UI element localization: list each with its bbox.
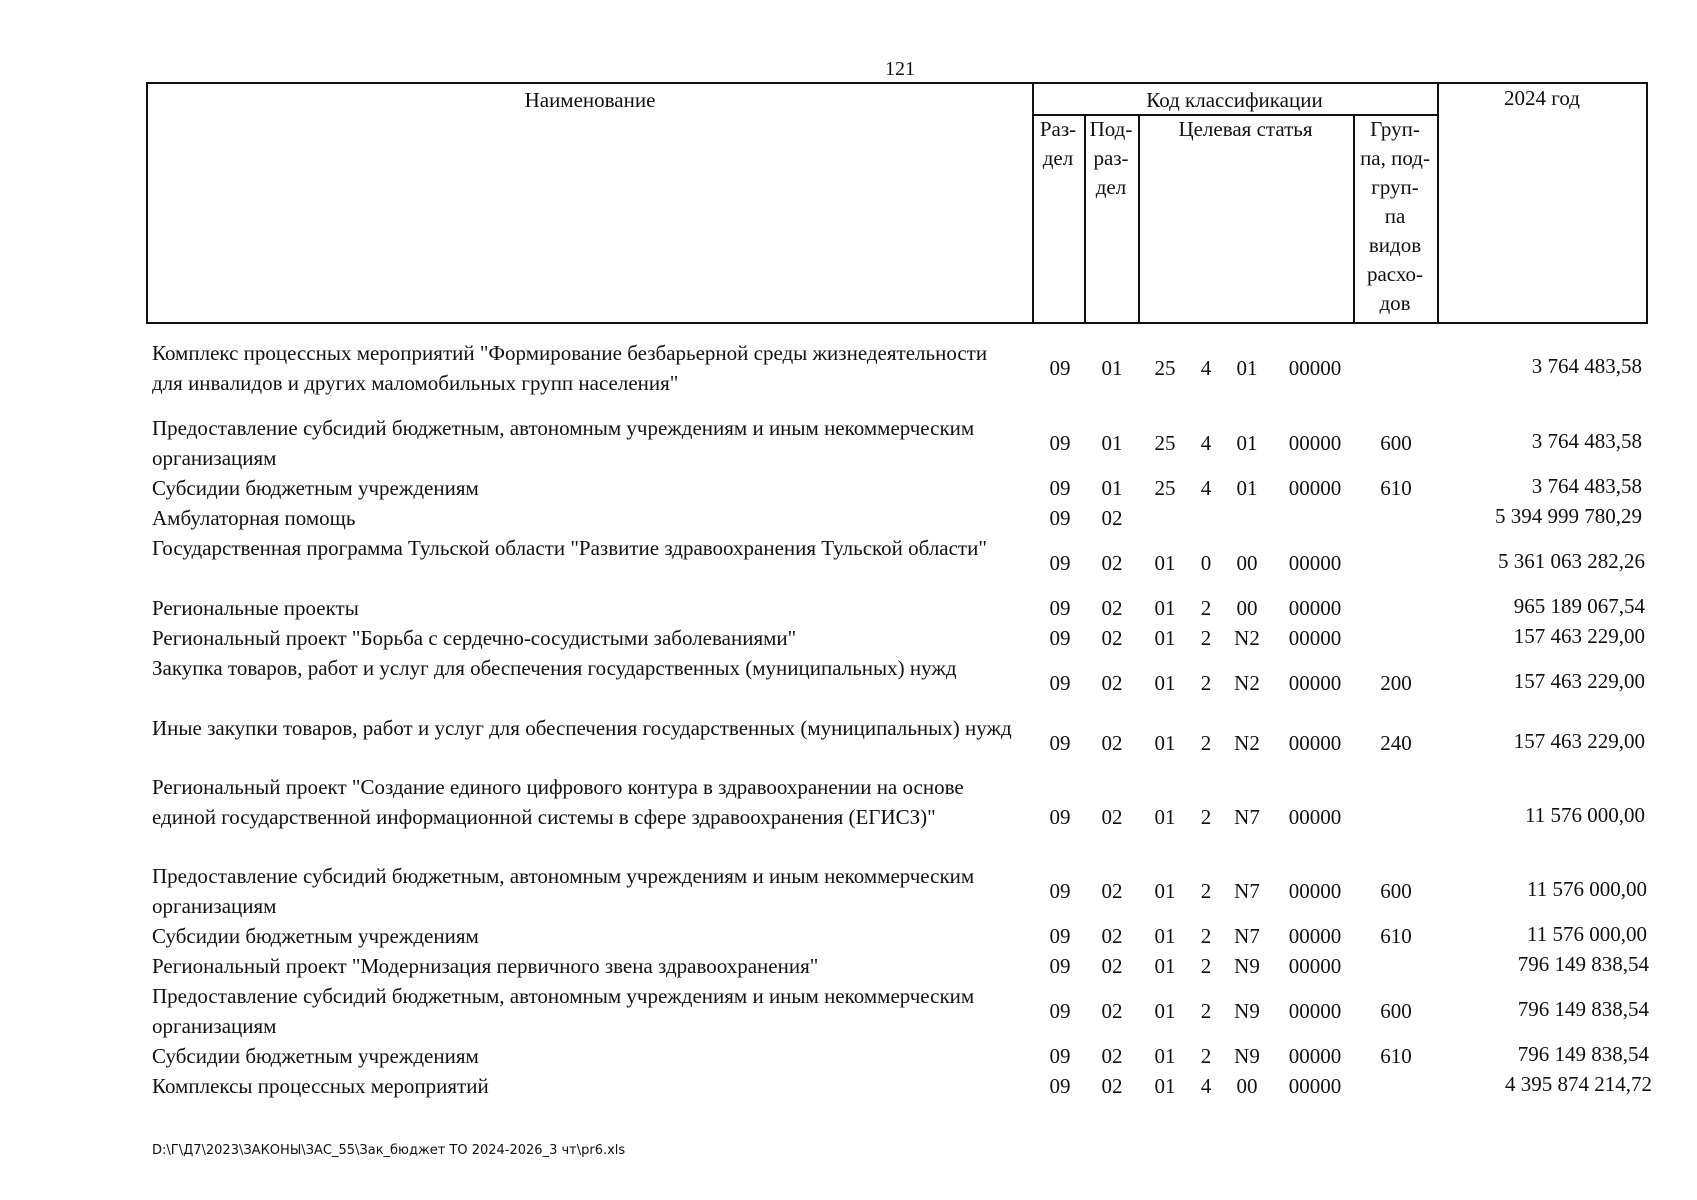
cell-podrazdel: 02	[1101, 551, 1123, 575]
cell-expense-group: 610	[1380, 1044, 1412, 1068]
cell-target-a: 01	[1154, 551, 1176, 575]
cell-amount: 5 361 063 282,26	[1498, 549, 1645, 573]
cell-razdel: 09	[1049, 1044, 1071, 1068]
page-number: 121	[885, 58, 915, 80]
table-header	[146, 82, 1648, 324]
cell-target-c: N2	[1234, 731, 1260, 755]
row-name: Закупка товаров, работ и услуг для обеспечения государственных (муниципальных) нужд	[152, 656, 957, 680]
cell-razdel: 09	[1049, 954, 1071, 978]
table-row	[0, 773, 1697, 862]
cell-target-d: 00000	[1288, 476, 1342, 500]
divider	[1437, 84, 1439, 322]
cell-target-d: 00000	[1288, 879, 1342, 903]
cell-target-d: 00000	[1288, 626, 1342, 650]
cell-target-a: 25	[1154, 356, 1176, 380]
cell-podrazdel: 02	[1101, 879, 1123, 903]
table-row	[0, 339, 1697, 399]
row-name: Иные закупки товаров, работ и услуг для обеспечения государственных (муниципальных) нужд	[152, 716, 1012, 740]
cell-target-d: 00000	[1288, 924, 1342, 948]
table-row	[0, 414, 1697, 474]
cell-expense-group: 240	[1380, 731, 1412, 755]
cell-target-c: N7	[1234, 805, 1260, 829]
cell-razdel: 09	[1049, 551, 1071, 575]
cell-target-b: 4	[1200, 431, 1212, 455]
divider	[1138, 116, 1140, 322]
cell-razdel: 09	[1049, 731, 1071, 755]
cell-amount: 3 764 483,58	[1531, 474, 1642, 498]
cell-razdel: 09	[1049, 626, 1071, 650]
cell-target-a: 01	[1154, 999, 1176, 1023]
cell-target-a: 01	[1154, 924, 1176, 948]
cell-podrazdel: 02	[1101, 506, 1123, 530]
cell-target-d: 00000	[1288, 731, 1342, 755]
cell-target-d: 00000	[1288, 954, 1342, 978]
cell-amount: 4 395 874 214,72	[1505, 1072, 1652, 1096]
cell-target-a: 01	[1154, 671, 1176, 695]
cell-podrazdel: 02	[1101, 1044, 1123, 1068]
header-razdel: Раз- дел	[1039, 117, 1077, 170]
table-row	[0, 654, 1697, 714]
row-name: Государственная программа Тульской области "Развитие здравоохранения Тульской области"	[152, 536, 987, 560]
cell-amount: 796 149 838,54	[1517, 1042, 1649, 1066]
cell-target-b: 2	[1200, 954, 1212, 978]
cell-target-d: 00000	[1288, 356, 1342, 380]
cell-target-c: 00	[1236, 596, 1258, 620]
cell-amount: 11 576 000,00	[1527, 922, 1647, 946]
cell-target-c: N2	[1234, 626, 1260, 650]
row-name: Предоставление субсидий бюджетным, автономным учреждениям и иным некоммерческим организациям	[152, 416, 975, 470]
cell-target-b: 2	[1200, 671, 1212, 695]
cell-target-b: 2	[1200, 596, 1212, 620]
cell-target-b: 2	[1200, 626, 1212, 650]
cell-target-a: 01	[1154, 596, 1176, 620]
cell-target-c: N9	[1234, 999, 1260, 1023]
cell-target-b: 2	[1200, 879, 1212, 903]
cell-razdel: 09	[1049, 596, 1071, 620]
cell-expense-group: 600	[1380, 999, 1412, 1023]
cell-razdel: 09	[1049, 356, 1071, 380]
header-year: 2024 год	[1504, 86, 1580, 110]
cell-target-b: 2	[1200, 999, 1212, 1023]
cell-expense-group: 610	[1380, 924, 1412, 948]
row-name: Региональный проект "Создание единого цифрового контура в здравоохранении на основе единой государственной информационной системы в сфере здравоохранения (ЕГИСЗ)"	[152, 775, 964, 829]
table-row	[0, 922, 1697, 952]
cell-razdel: 09	[1049, 431, 1071, 455]
table-row	[0, 504, 1697, 534]
cell-target-c: 01	[1236, 356, 1258, 380]
cell-target-b: 2	[1200, 731, 1212, 755]
cell-target-b: 2	[1200, 1044, 1212, 1068]
cell-amount: 157 463 229,00	[1513, 669, 1645, 693]
cell-razdel: 09	[1049, 506, 1071, 530]
cell-target-a: 01	[1154, 805, 1176, 829]
cell-target-b: 0	[1200, 551, 1212, 575]
cell-razdel: 09	[1049, 879, 1071, 903]
cell-target-a: 25	[1154, 431, 1176, 455]
cell-amount: 796 149 838,54	[1517, 997, 1649, 1021]
cell-target-c: 00	[1236, 1074, 1258, 1098]
cell-target-a: 01	[1154, 1074, 1176, 1098]
cell-target-c: N7	[1234, 879, 1260, 903]
cell-target-d: 00000	[1288, 1074, 1342, 1098]
cell-target-a: 01	[1154, 954, 1176, 978]
cell-razdel: 09	[1049, 805, 1071, 829]
table-row	[0, 982, 1697, 1042]
cell-podrazdel: 01	[1101, 431, 1123, 455]
cell-target-b: 4	[1200, 1074, 1212, 1098]
footer-file-path: D:\Г\Д7\2023\ЗАКОНЫ\ЗАС_55\Зак_бюджет ТО 2024-2026_3 чт\pr6.xls	[152, 1143, 626, 1158]
row-name: Предоставление субсидий бюджетным, автономным учреждениям и иным некоммерческим организациям	[152, 984, 975, 1038]
header-code-group: Код классификации	[1146, 88, 1323, 112]
cell-amount: 11 576 000,00	[1527, 877, 1647, 901]
cell-amount: 796 149 838,54	[1517, 952, 1649, 976]
cell-target-c: N9	[1234, 1044, 1260, 1068]
cell-target-d: 00000	[1288, 805, 1342, 829]
cell-podrazdel: 01	[1101, 476, 1123, 500]
cell-expense-group: 610	[1380, 476, 1412, 500]
header-target-article: Целевая статья	[1178, 117, 1313, 141]
cell-target-d: 00000	[1288, 596, 1342, 620]
cell-amount: 3 764 483,58	[1531, 354, 1642, 378]
cell-target-d: 00000	[1288, 1044, 1342, 1068]
cell-target-a: 25	[1154, 476, 1176, 500]
cell-podrazdel: 02	[1101, 805, 1123, 829]
table-row	[0, 534, 1697, 594]
cell-target-d: 00000	[1288, 999, 1342, 1023]
cell-podrazdel: 02	[1101, 596, 1123, 620]
cell-expense-group: 600	[1380, 879, 1412, 903]
row-name: Субсидии бюджетным учреждениям	[152, 476, 479, 500]
cell-podrazdel: 02	[1101, 924, 1123, 948]
cell-target-b: 2	[1200, 924, 1212, 948]
cell-podrazdel: 02	[1101, 954, 1123, 978]
row-name: Амбулаторная помощь	[152, 506, 356, 530]
table-row	[0, 1072, 1697, 1102]
cell-expense-group: 200	[1380, 671, 1412, 695]
cell-target-c: 00	[1236, 551, 1258, 575]
cell-amount: 965 189 067,54	[1513, 594, 1645, 618]
cell-razdel: 09	[1049, 671, 1071, 695]
cell-podrazdel: 02	[1101, 999, 1123, 1023]
cell-razdel: 09	[1049, 476, 1071, 500]
cell-podrazdel: 01	[1101, 356, 1123, 380]
row-name: Комплексы процессных мероприятий	[152, 1074, 489, 1098]
cell-amount: 11 576 000,00	[1525, 803, 1645, 827]
row-name: Субсидии бюджетным учреждениям	[152, 924, 479, 948]
cell-razdel: 09	[1049, 999, 1071, 1023]
row-name: Комплекс процессных мероприятий "Формирование безбарьерной среды жизнедеятельности для инвалидов и других маломобильных групп населения"	[152, 341, 988, 395]
table-row	[0, 474, 1697, 504]
cell-target-c: 01	[1236, 431, 1258, 455]
cell-podrazdel: 02	[1101, 671, 1123, 695]
cell-amount: 157 463 229,00	[1513, 729, 1645, 753]
table-row	[0, 714, 1697, 774]
cell-amount: 5 394 999 780,29	[1495, 504, 1642, 528]
header-podrazdel: Под- раз- дел	[1089, 117, 1133, 199]
table-row	[0, 862, 1697, 922]
cell-target-b: 2	[1200, 805, 1212, 829]
cell-target-b: 4	[1200, 356, 1212, 380]
cell-amount: 3 764 483,58	[1531, 429, 1642, 453]
row-name: Субсидии бюджетным учреждениям	[152, 1044, 479, 1068]
cell-podrazdel: 02	[1101, 731, 1123, 755]
row-name: Региональный проект "Модернизация первичного звена здравоохранения"	[152, 954, 819, 978]
table-row	[0, 1042, 1697, 1072]
cell-target-a: 01	[1154, 1044, 1176, 1068]
cell-target-b: 4	[1200, 476, 1212, 500]
cell-podrazdel: 02	[1101, 1074, 1123, 1098]
cell-target-d: 00000	[1288, 671, 1342, 695]
cell-target-c: 01	[1236, 476, 1258, 500]
row-name: Региональные проекты	[152, 596, 359, 620]
cell-target-c: N2	[1234, 671, 1260, 695]
cell-podrazdel: 02	[1101, 626, 1123, 650]
cell-target-d: 00000	[1288, 551, 1342, 575]
table-row	[0, 624, 1697, 654]
cell-target-a: 01	[1154, 626, 1176, 650]
cell-expense-group: 600	[1380, 431, 1412, 455]
cell-razdel: 09	[1049, 1074, 1071, 1098]
header-expense-group: Груп- па, под- груп- па видов расхо- дов	[1360, 117, 1430, 315]
cell-target-c: N7	[1234, 924, 1260, 948]
cell-target-a: 01	[1154, 879, 1176, 903]
cell-amount: 157 463 229,00	[1513, 624, 1645, 648]
row-name: Региональный проект "Борьба с сердечно-сосудистыми заболеваниями"	[152, 626, 797, 650]
header-name: Наименование	[524, 88, 656, 112]
table-row	[0, 594, 1697, 624]
cell-target-d: 00000	[1288, 431, 1342, 455]
table-row	[0, 952, 1697, 982]
cell-target-a: 01	[1154, 731, 1176, 755]
row-name: Предоставление субсидий бюджетным, автономным учреждениям и иным некоммерческим организациям	[152, 864, 975, 918]
cell-target-c: N9	[1234, 954, 1260, 978]
cell-razdel: 09	[1049, 924, 1071, 948]
